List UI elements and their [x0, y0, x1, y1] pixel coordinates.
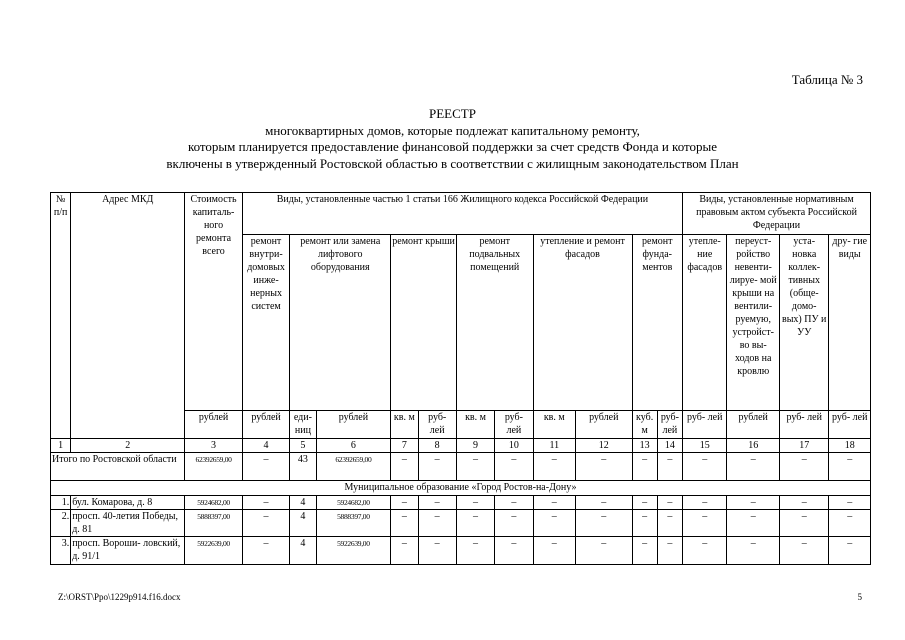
table-cell: – [727, 496, 780, 510]
unit-cell: руб- лей [779, 411, 828, 439]
column-number: 10 [495, 439, 533, 453]
table-cell: 62392659,00 [185, 453, 243, 481]
table-cell: – [533, 496, 575, 510]
column-number: 14 [657, 439, 682, 453]
table-cell: 5888397,00 [185, 510, 243, 537]
column-number: 5 [290, 439, 316, 453]
table-cell: 5922639,00 [185, 537, 243, 565]
table-cell: – [533, 453, 575, 481]
table-row [51, 496, 871, 510]
unit-cell: кв. м [456, 411, 494, 439]
table-cell: – [683, 453, 727, 481]
heading-line: многоквартирных домов, которые подлежат капитальному ремонту, [265, 122, 640, 138]
column-number: 8 [418, 439, 456, 453]
table-cell: – [829, 496, 871, 510]
table-cell: – [391, 537, 418, 565]
table-cell: – [533, 510, 575, 537]
table-cell: – [657, 496, 682, 510]
column-group-other-types: Виды, установленные нормативным правовым актом субъекта Российской Федерации [683, 193, 871, 235]
row-address: просп. Вороши- ловский, д. 91/1 [71, 537, 185, 565]
table-cell: – [727, 537, 780, 565]
column-numbers-row [51, 439, 871, 453]
column-number: 15 [683, 439, 727, 453]
table-row [51, 510, 871, 537]
total-label: Итого по Ростовской области [51, 453, 185, 481]
table-cell: 4 [290, 537, 316, 565]
column-number: 3 [185, 439, 243, 453]
column-header-basement: ремонт подвальных помещений [456, 235, 533, 411]
total-row [51, 453, 871, 481]
table-number: Таблица № 3 [791, 72, 863, 87]
column-number: 12 [575, 439, 632, 453]
table-cell: – [779, 510, 828, 537]
column-number: 6 [316, 439, 391, 453]
row-number: 3. [51, 537, 71, 565]
table-cell: – [495, 537, 533, 565]
heading-line: включены в утвержденный Ростовской областью в соответствии с жилищным законодательством План [166, 155, 739, 171]
table-cell: – [779, 496, 828, 510]
table-cell: 5924682,00 [316, 496, 391, 510]
row-number: 1. [51, 496, 71, 510]
table-cell: – [391, 496, 418, 510]
unit-cell: куб. м [632, 411, 657, 439]
table-cell: – [779, 453, 828, 481]
table-cell: – [779, 537, 828, 565]
table-cell: – [683, 496, 727, 510]
table-cell: – [242, 453, 289, 481]
table-cell: 43 [290, 453, 316, 481]
row-number: 2. [51, 510, 71, 537]
page-number: 5 [857, 592, 862, 602]
column-number: 9 [456, 439, 494, 453]
column-header-address: Адрес МКД [71, 193, 185, 439]
heading-line: которым планируется предоставление финансовой поддержки за счет средств Фонда и которые [187, 139, 718, 154]
table-cell: – [242, 496, 289, 510]
table-cell: – [391, 453, 418, 481]
table-cell: – [727, 510, 780, 537]
column-header-other: дру- гие виды [829, 235, 871, 411]
row-address: бул. Комарова, д. 8 [71, 496, 185, 510]
table-cell: 4 [290, 496, 316, 510]
column-number: 11 [533, 439, 575, 453]
footer-file-path: Z:\ORST\Ppo\1229p914.f16.docx [58, 592, 181, 602]
column-number: 13 [632, 439, 657, 453]
table-cell: – [657, 537, 682, 565]
column-group-types: Виды, установленные частью 1 статьи 166 Жилищного кодекса Российской Федерации [242, 193, 682, 235]
table-cell: – [456, 537, 494, 565]
unit-cell: руб- лей [657, 411, 682, 439]
column-number: 17 [779, 439, 828, 453]
table-cell: – [575, 510, 632, 537]
unit-cell: руб- лей [495, 411, 533, 439]
table-cell: – [456, 453, 494, 481]
table-cell: – [632, 453, 657, 481]
column-header-cost: Стоимость капиталь- ного ремонта всего [185, 193, 243, 411]
heading-title: РЕЕСТР [429, 106, 476, 121]
column-number: 18 [829, 439, 871, 453]
unit-cell: рублей [242, 411, 289, 439]
municipality-row: Муниципальное образование «Город Ростов-на-Дону» [51, 481, 871, 496]
table-cell: – [418, 453, 456, 481]
table-cell: 62392659,00 [316, 453, 391, 481]
table-cell: 5924682,00 [185, 496, 243, 510]
table-cell: – [727, 453, 780, 481]
unit-cell: кв. м [391, 411, 418, 439]
table-cell: 5922639,00 [316, 537, 391, 565]
registry-table [50, 192, 871, 565]
document-heading [0, 106, 905, 172]
table-cell: – [242, 510, 289, 537]
table-cell: – [575, 496, 632, 510]
table-cell: – [657, 510, 682, 537]
column-header-roof: ремонт крыши [391, 235, 457, 411]
column-header-num: № п/п [51, 193, 71, 439]
table-cell: – [533, 537, 575, 565]
row-address: просп. 40-летия Победы, д. 81 [71, 510, 185, 537]
unit-cell: руб- лей [829, 411, 871, 439]
table-cell: – [657, 453, 682, 481]
table-row [51, 537, 871, 565]
table-cell: – [495, 453, 533, 481]
table-cell: 4 [290, 510, 316, 537]
column-header-roof-conversion: переуст- ройство невенти- лируе- мой крыши на вентили- руемую, устройст- во вы- ходов на кровлю [727, 235, 780, 411]
column-header-insulation: утепле- ние фасадов [683, 235, 727, 411]
table-cell: – [683, 510, 727, 537]
column-header-meters: уста- новка коллек- тивных (обще- домо- вых) ПУ и УУ [779, 235, 828, 411]
unit-cell: рублей [727, 411, 780, 439]
table-cell: – [632, 510, 657, 537]
column-header-lift: ремонт или замена лифтового оборудования [290, 235, 391, 411]
unit-cell: руб- лей [683, 411, 727, 439]
table-cell: – [829, 537, 871, 565]
table-cell: – [495, 496, 533, 510]
table-cell: – [242, 537, 289, 565]
unit-cell: руб- лей [418, 411, 456, 439]
column-number: 1 [51, 439, 71, 453]
column-number: 7 [391, 439, 418, 453]
unit-cell: рублей [575, 411, 632, 439]
column-header-facade: утепление и ремонт фасадов [533, 235, 632, 411]
table-cell: – [391, 510, 418, 537]
column-number: 2 [71, 439, 185, 453]
column-number: 16 [727, 439, 780, 453]
table-cell: – [683, 537, 727, 565]
table-cell: – [829, 453, 871, 481]
table-cell: – [632, 496, 657, 510]
table-cell: – [418, 537, 456, 565]
table-cell: – [632, 537, 657, 565]
column-header-foundation: ремонт фунда- ментов [632, 235, 683, 411]
column-header-internal-systems: ремонт внутри- домовых инже- нерных систем [242, 235, 289, 411]
table-cell: – [495, 510, 533, 537]
table-cell: – [418, 510, 456, 537]
column-number: 4 [242, 439, 289, 453]
table-cell: – [456, 510, 494, 537]
table-cell: – [418, 496, 456, 510]
table-cell: – [575, 537, 632, 565]
table-cell: – [575, 453, 632, 481]
unit-cell: кв. м [533, 411, 575, 439]
unit-cell: рублей [316, 411, 391, 439]
table-cell: – [829, 510, 871, 537]
table-cell: – [456, 496, 494, 510]
table-cell: 5888397,00 [316, 510, 391, 537]
unit-cell: рублей [185, 411, 243, 439]
unit-cell: еди- ниц [290, 411, 316, 439]
